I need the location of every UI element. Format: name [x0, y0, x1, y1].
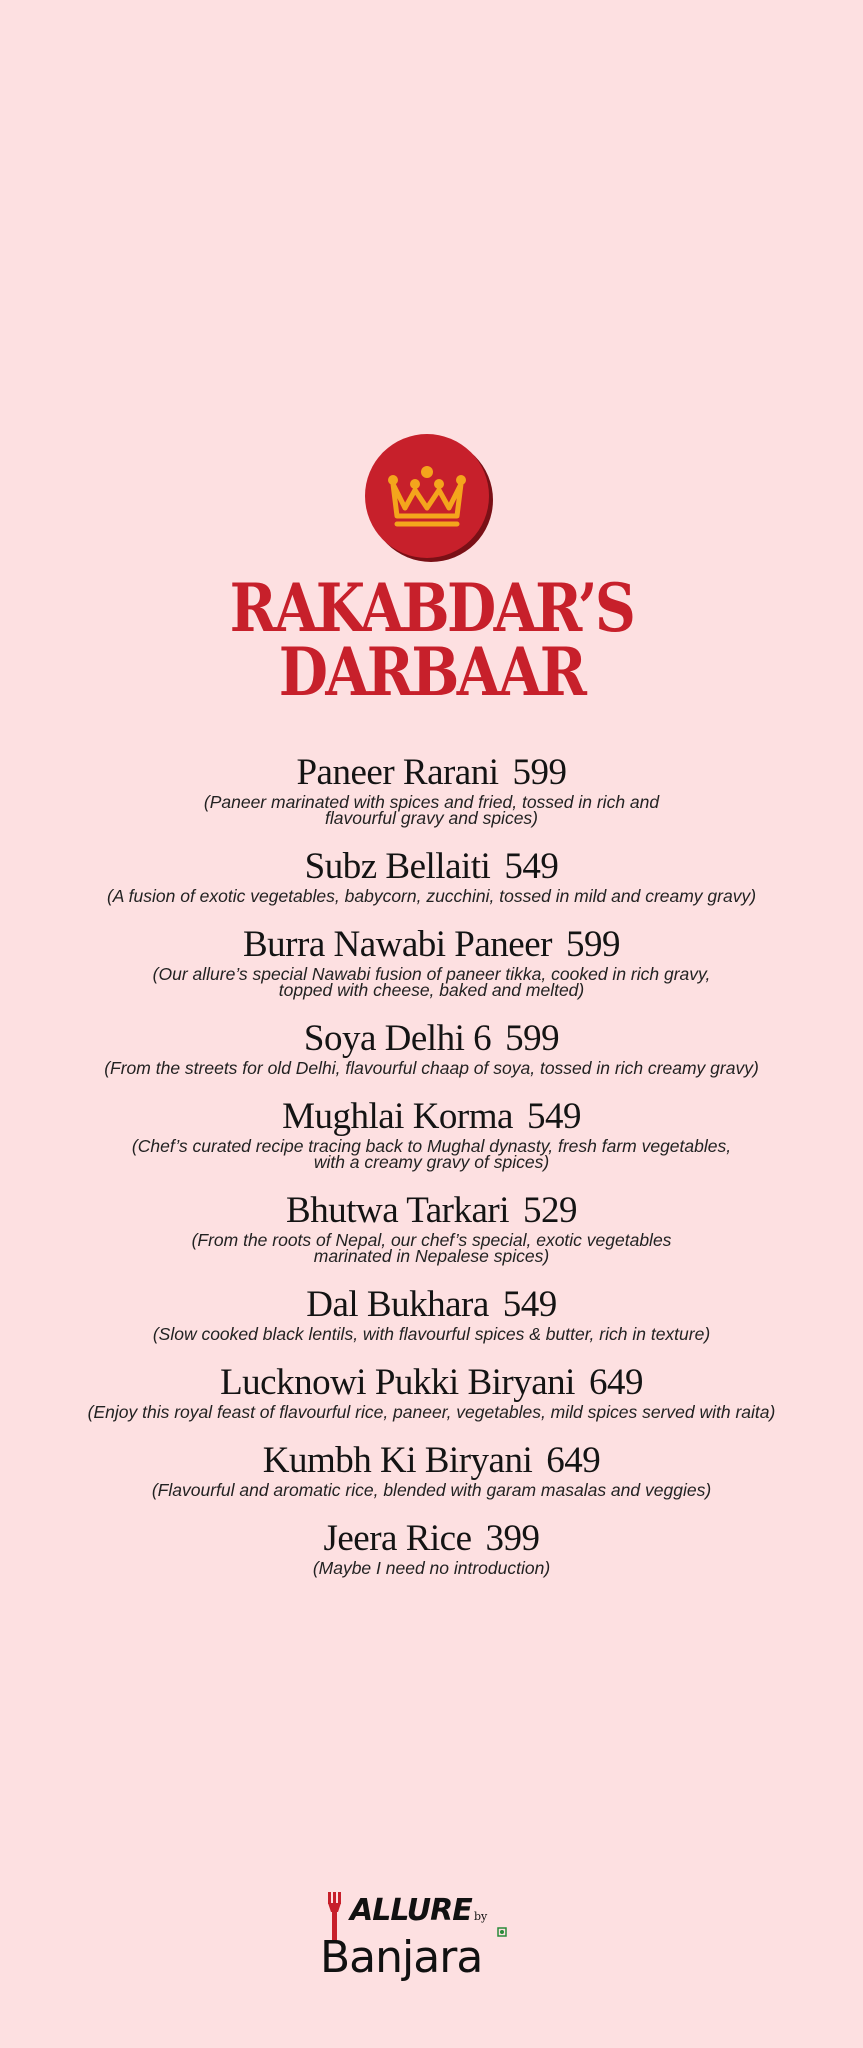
item-price: 649 [588, 1362, 643, 1403]
item-price: 549 [504, 846, 559, 887]
item-price: 549 [502, 1284, 557, 1325]
item-description: (A fusion of exotic vegetables, babycorn, zucchini, tossed in mild and creamy gravy) [106, 886, 757, 906]
item-title [0, 1362, 863, 1404]
menu-item [0, 1190, 863, 1264]
item-description: (Paneer marinated with spices and fried, tossed in rich and flavourful gravy and spices) [203, 792, 660, 828]
menu-title-line1: RAKABDAR’S [229, 569, 634, 647]
logo-by: by [474, 1910, 488, 1923]
item-description: (Flavourful and aromatic rice, blended with garam masalas and veggies) [151, 1480, 712, 1500]
item-name: Bhutwa Tarkari [286, 1190, 509, 1231]
item-title [0, 752, 863, 794]
item-name: Jeera Rice [323, 1518, 472, 1559]
item-price: 599 [505, 1018, 560, 1059]
menu-item [0, 752, 863, 826]
item-description: (From the streets for old Delhi, flavourful chaap of soya, tossed in rich creamy gravy) [104, 1058, 759, 1078]
item-title [0, 1440, 863, 1482]
menu-title-line2: DARBAAR [278, 633, 585, 711]
item-title [0, 1018, 863, 1060]
item-title [0, 846, 863, 888]
item-price: 529 [522, 1190, 577, 1231]
item-name: Burra Nawabi Paneer [243, 924, 552, 965]
menu-item [0, 924, 863, 998]
menu-item [0, 1284, 863, 1342]
item-price: 599 [565, 924, 620, 965]
item-description: (Maybe I need no introduction) [312, 1558, 551, 1578]
item-description: (Our allure’s special Nawabi fusion of paneer tikka, cooked in rich gravy, topped with cheese, baked and melted) [152, 964, 711, 1000]
item-title [0, 924, 863, 966]
menu-list [0, 752, 863, 1576]
item-price: 549 [526, 1096, 581, 1137]
item-price: 399 [485, 1518, 540, 1559]
item-name: Dal Bukhara [306, 1284, 489, 1325]
item-description: (Slow cooked black lentils, with flavourful spices & butter, rich in texture) [152, 1324, 711, 1344]
item-title [0, 1096, 863, 1138]
item-price: 599 [512, 752, 567, 793]
menu-item [0, 1362, 863, 1420]
item-name: Subz Bellaiti [304, 846, 491, 887]
menu-item [0, 1096, 863, 1170]
menu-item [0, 1018, 863, 1076]
item-name: Mughlai Korma [282, 1096, 513, 1137]
allure-by-banjara-logo [316, 1884, 512, 1984]
logo-word2: Banjara [320, 1932, 483, 1983]
menu-item [0, 1518, 863, 1576]
item-title [0, 1518, 863, 1560]
menu-item [0, 1440, 863, 1498]
item-title [0, 1190, 863, 1232]
item-name: Soya Delhi 6 [303, 1018, 492, 1059]
item-description: (Enjoy this royal feast of flavourful rice, paneer, vegetables, mild spices served with raita) [87, 1402, 776, 1422]
menu-item [0, 846, 863, 904]
item-price: 649 [546, 1440, 601, 1481]
item-title [0, 1284, 863, 1326]
item-name: Lucknowi Pukki Biryani [220, 1362, 575, 1403]
crown-icon [363, 432, 495, 564]
logo-word1: ALLURE [350, 1893, 472, 1928]
item-name: Paneer Rarani [296, 752, 499, 793]
item-description: (Chef’s curated recipe tracing back to Mughal dynasty, fresh farm vegetables, with a creamy gravy of spices) [131, 1136, 732, 1172]
item-description: (From the roots of Nepal, our chef’s special, exotic vegetables marinated in Nepalese spices) [191, 1230, 672, 1266]
item-name: Kumbh Ki Biryani [262, 1440, 533, 1481]
